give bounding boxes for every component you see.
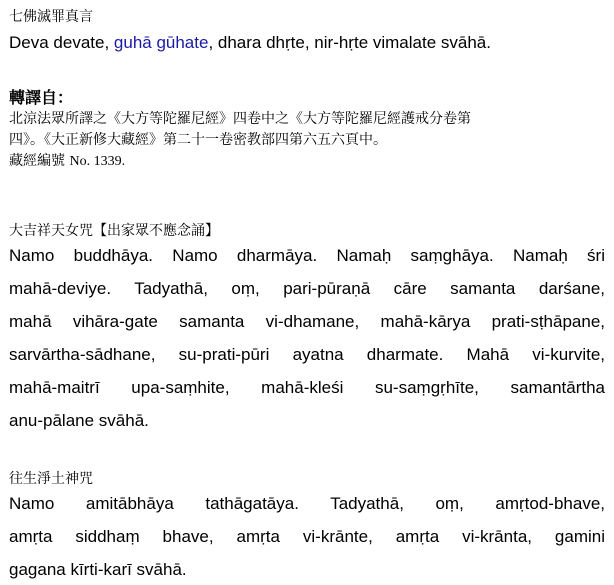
catalog-label: 藏經編號: [9, 153, 65, 169]
section2-line: anu-pālane svāhā.: [9, 411, 149, 430]
catalog-number: No. 1339.: [69, 154, 126, 169]
source-line-1: 北涼法眾所譯之《大方等陀羅尼經》四卷中之《大方等陀羅尼經護戒分卷第: [9, 111, 471, 127]
section1-mantra-highlight: guhā gūhate: [113, 33, 209, 52]
section2-line: mahā-maitrī upa-saṃhite, mahā-kleśi su-saṃgṛhīte, samantārtha: [9, 378, 605, 397]
source-line-2: 四》。《大正新修大藏經》第二十一卷密教部四第六五六頁中。: [9, 132, 387, 148]
section1-mantra-pre: Deva devate,: [9, 33, 114, 52]
section2-line: Namo buddhāya. Namo dharmāya. Namaḥ saṃghāya. Namaḥ śri: [9, 246, 605, 265]
section1-title: 七佛滅罪真言: [9, 9, 93, 25]
section1-mantra-post: , dhara dhṛte, nir-hṛte vimalate svāhā.: [208, 33, 491, 52]
section2-line: sarvārtha-sādhane, su-prati-pūri ayatna dharmate. Mahā vi-kurvite,: [9, 345, 605, 364]
source-heading: 轉譯自：: [9, 88, 74, 107]
section2-title: 大吉祥天女咒【出家眾不應念誦】: [9, 223, 219, 239]
section3-line: amṛta siddhaṃ bhave, amṛta vi-krānte, amṛta vi-krānta, gamini: [9, 527, 605, 546]
section2-line: mahā vihāra-gate samanta vi-dhamane, mahā-kārya prati-sṭhāpane,: [9, 312, 605, 331]
section3-title: 往生淨土神咒: [9, 471, 93, 487]
section3-line: gagana kīrti-karī svāhā.: [9, 560, 187, 579]
catalog-line: [9, 152, 125, 171]
section3-line: Namo amitābhāya tathāgatāya. Tadyathā, oṃ, amṛtod-bhave,: [9, 494, 605, 513]
section2-line: mahā-deviye. Tadyathā, oṃ, pari-pūraṇā cāre samanta darśane,: [9, 279, 605, 298]
section1-mantra: [9, 30, 491, 56]
